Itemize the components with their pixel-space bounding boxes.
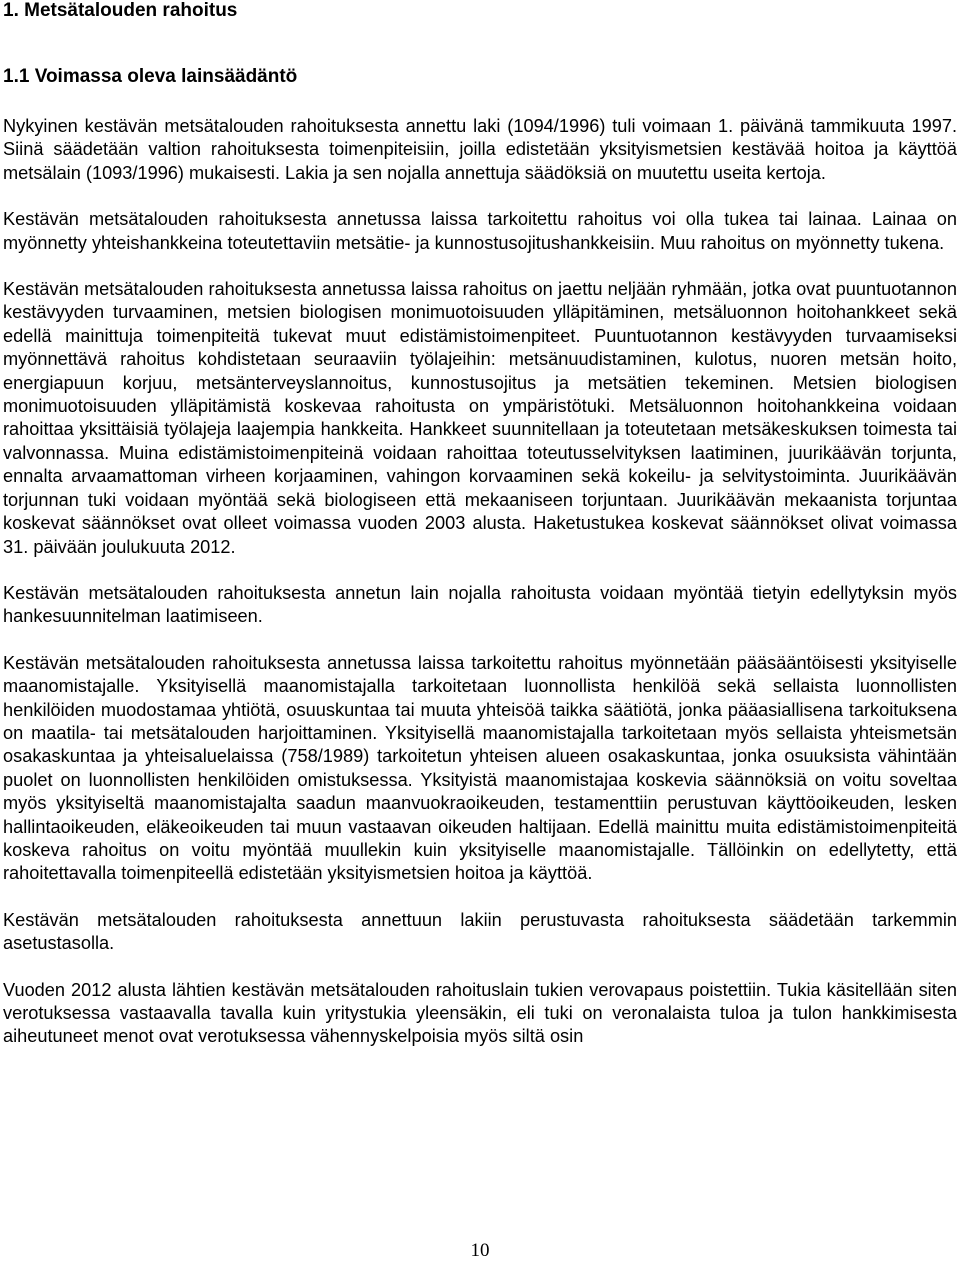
paragraph-7: Vuoden 2012 alusta lähtien kestävän metsätalouden rahoituslain tukien verovapaus poistettiin. Tukia käsitellään siten verotuksessa vastaavalla tavalla kuin yritystukia yleensäkin, eli tuki on veronalaista tuloa ja tulon hankkimisesta aiheutuneet menot ovat verotuksessa vähennyskelpoisia myös siltä osin	[3, 979, 957, 1047]
paragraph-4: Kestävän metsätalouden rahoituksesta annetun lain nojalla rahoitusta voidaan myöntää tietyin edellytyksin myös hankesuunnitelman laatimiseen.	[3, 582, 957, 627]
paragraph-5: Kestävän metsätalouden rahoituksesta annetussa laissa tarkoitettu rahoitus myönnetään pääsääntöisesti yksityiselle maanomistajalle. Yksityisellä maanomistajalla tarkoitetaan luonnollista henkilöä sekä sellaista luonnollisten henkilöiden muodostamaa yhtiötä, osuuskuntaa tai muuta yhteisöä taikka säätiötä, jonka pääasiallisena tarkoituksena on maatila- tai metsätalouden harjoittaminen. Yksityisellä maanomistajalla tarkoitetaan myös sellaista yhteismetsän osakaskuntaa ja yhteisaluelaissa (758/1989) tarkoitetun yhteisen alueen osakaskuntaa, jonka osuuksista vähintään puolet on luonnollisten henkilöiden omistuksessa. Yksityistä maanomistajaa koskevia säännöksiä on voitu soveltaa myös yksityiseltä maanomistajalta saadun maanvuokraoikeuden, testamenttiin perustuvan käyttöoikeuden, lesken hallintaoikeuden, eläkeoikeuden tai muun vastaavan oikeuden haltijaan. Edellä mainittu muita edistämistoimenpiteitä koskeva rahoitus on voitu myöntää muullekin kuin yksityiselle maanomistajalle. Tällöinkin on edellytetty, että rahoitettavalla toimenpiteellä edistetään yksityismetsien hoitoa ja käyttöä.	[3, 652, 957, 884]
paragraph-1: Nykyinen kestävän metsätalouden rahoituksesta annettu laki (1094/1996) tuli voimaan 1. päivänä tammikuuta 1997. Siinä säädetään valtion rahoituksesta toimenpiteisiin, joilla edistetään yksityismetsien kestävää hoitoa ja käyttöä metsälain (1093/1996) mukaisesti. Lakia ja sen nojalla annettuja säädöksiä on muutettu useita kertoja.	[3, 116, 957, 183]
chapter-heading: 1. Metsätalouden rahoitus	[3, 0, 238, 21]
document-page	[3, 0, 957, 1049]
section-heading: 1.1 Voimassa oleva lainsäädäntö	[3, 66, 298, 87]
paragraph-3: Kestävän metsätalouden rahoituksesta annetussa laissa rahoitus on jaettu neljään ryhmään, jotka ovat puuntuotannon kestävyyden turvaaminen, metsien biologisen monimuotoisuuden ylläpitäminen, metsäluonnon hoitohankkeet sekä edellä mainittuja toimenpiteitä tukevat muut edistämistoimenpiteet. Puuntuotannon kestävyyden turvaamiseksi myönnettävä rahoitus kohdistetaan seuraaviin työlajeihin: metsänuudistaminen, kulotus, nuoren metsän hoito, energiapuun korjuu, metsänterveyslannoitus, kunnostusojitus ja metsätien tekeminen. Metsien biologisen monimuotoisuuden ylläpitämistä koskevaa rahoitusta on ympäristötuki. Metsäluonnon hoitohankkeina voidaan rahoittaa yksittäisiä työlajeja laajempia hankkeita. Hankkeet suunnitellaan ja toteutetaan metsäkeskuksen toimesta tai valvonnassa. Muina edistämistoimenpiteinä voidaan rahoittaa toteutusselvityksen laatiminen, juurikäävän torjunta, ennalta arvaamattoman virheen korjaaminen, vahingon korvaaminen sekä kokeilu- ja selvitystoiminta. Juurikäävän torjunnan tuki voidaan myöntää sekä biologiseen että mekaaniseen torjuntaan. Juurikäävän mekaanista torjuntaa koskevat säännökset ovat olleet voimassa vuoden 2003 alusta. Haketustukea koskevat säännökset olivat voimassa 31. päivään joulukuuta 2012.	[3, 279, 957, 557]
paragraph-6: Kestävän metsätalouden rahoituksesta annettuun lakiin perustuvasta rahoituksesta säädetään tarkemmin asetustasolla.	[3, 909, 957, 954]
paragraph-2: Kestävän metsätalouden rahoituksesta annetussa laissa tarkoitettu rahoitus voi olla tukea tai lainaa. Lainaa on myönnetty yhteishankkeina toteutettaviin metsätie- ja kunnostusojitushankkeisiin. Muu rahoitus on myönnetty tukena.	[3, 209, 957, 253]
page-number: 10	[470, 1240, 490, 1261]
